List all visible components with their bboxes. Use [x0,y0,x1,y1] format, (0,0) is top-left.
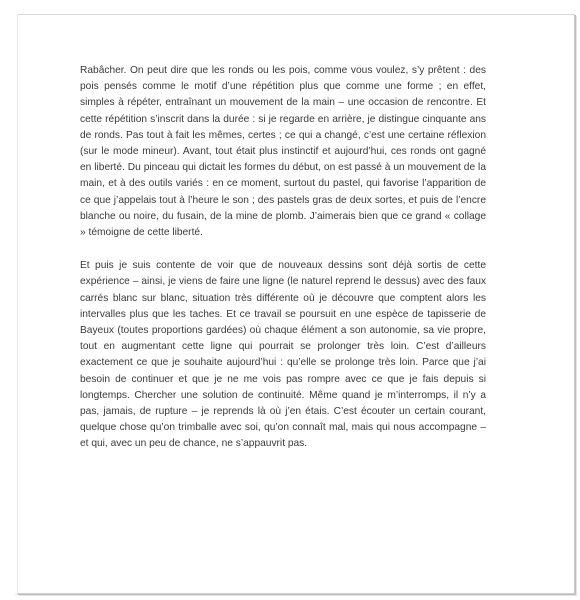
body-text [80,63,486,453]
paragraph-1: Rabâcher. On peut dire que les ronds ou les pois, comme vous voulez, s’y prêtent : des pois pensés comme le motif d’une répétition plus que comme une forme ; en effet, simples à répéter, entraînant un mouvement de la main – une occasion de rencontre. Et cette répétition s’inscrit dans la durée : si je regarde en arrière, je distingue cinquante ans de ronds. Pas tout à fait les mêmes, certes ; ce qui a changé, c’est une certaine réflexion (sur le mode mineur). Avant, tout était plus instinctif et aujourd’hui, ces ronds ont gagné en liberté. Du pinceau qui dictait les formes du début, on est passé à un mouvement de la main, et à des outils variés : en ce moment, surtout du pastel, qui favorise l’apparition de ce que j’appelais tout à l’heure le son ; des pastels gras de deux sortes, et puis de l’encre blanche ou noire, du fusain, de la mine de plomb. J’aimerais bien que ce grand « collage » témoigne de cette liberté. [80,65,486,239]
paragraph-2: Et puis je suis contente de voir que de nouveaux dessins sont déjà sortis de cette expérience – ainsi, je viens de faire une ligne (le naturel reprend le dessus) avec des faux carrés blanc sur blanc, situation très différente où je découvre que comptent alors les intervalles plus que les taches. Et ce travail se poursuit en une espèce de tapisserie de Bayeux (toutes proportions gardées) où chaque élément a son autonomie, sa vie propre, tout en augmentant cette ligne qui pourrait se prolonger très loin. C’est d’ailleurs exactement ce que je souhaite aujourd’hui : qu’elle se prolonge très loin. Parce que j’ai besoin de continuer et que je ne me vois pas rompre avec ce que je fais depuis si longtemps. Chercher une solution de continuité. Même quand je m’interromps, il n’y a pas, jamais, de rupture – je reprends là où j’en étais. C’est écouter un certain courant, quelque chose qu’on trimballe avec soi, qu’on connaît mal, mais qui nous accompagne – et qui, avec un peu de chance, ne s’appauvrit pas. [80,260,486,450]
